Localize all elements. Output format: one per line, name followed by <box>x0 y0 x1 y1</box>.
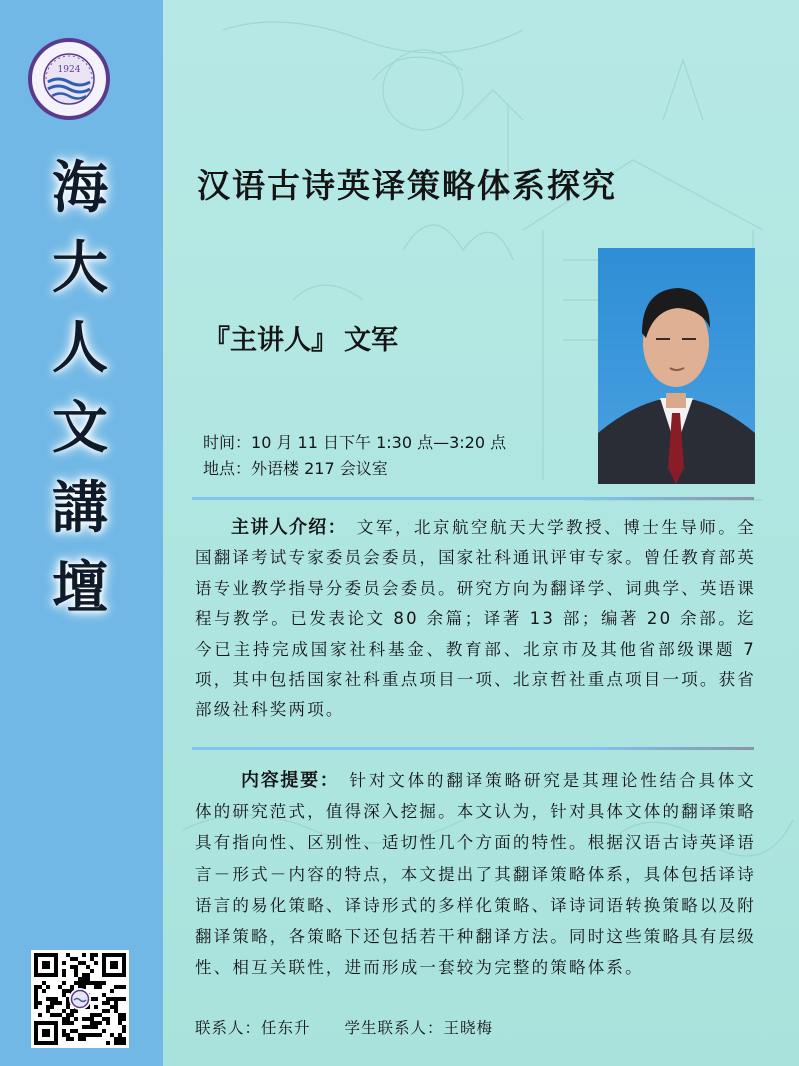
contact-label: 联系人： <box>195 1019 262 1037</box>
student-contact-label: 学生联系人： <box>344 1019 444 1037</box>
time-label: 时间： <box>203 433 252 452</box>
contact-name: 任东升 <box>261 1019 311 1037</box>
seal-icon <box>32 42 106 116</box>
time-value: 10 月 11 日下午 1:30 点—3:20 点 <box>251 433 507 452</box>
intro-label: 主讲人介绍： <box>231 517 347 538</box>
sidebar <box>0 0 163 1066</box>
divider <box>192 747 754 750</box>
speaker-label: 『主讲人』 <box>203 325 338 356</box>
series-char: 壇 <box>52 555 108 621</box>
place-value: 外语楼 217 会议室 <box>251 459 388 478</box>
series-char: 海 <box>52 155 108 221</box>
speaker-photo <box>598 248 755 484</box>
contact-line <box>195 1016 493 1038</box>
series-char: 人 <box>52 315 108 381</box>
time-info <box>203 430 506 453</box>
vertical-series-title <box>40 148 120 628</box>
place-label: 地点： <box>203 459 252 478</box>
university-logo <box>28 38 110 120</box>
series-char: 大 <box>52 235 108 301</box>
summary-label: 内容提要： <box>241 770 340 791</box>
divider <box>192 497 754 500</box>
student-contact-name: 王晓梅 <box>443 1019 494 1037</box>
speaker-line <box>203 318 398 357</box>
qr-code-icon[interactable] <box>31 950 129 1048</box>
logo-year: 1924 <box>57 65 81 75</box>
speaker-name: 文军 <box>344 325 398 356</box>
intro-text: 文军，北京航空航天大学教授、博士生导师。全国翻译考试专家委员会委员，国家社科通讯评审专家。曾任教育部英语专业教学指导分委员会委员。研究方向为翻译学、词典学、英语课程与教学。已发表论文 80 余篇；译著 13 部；编著 20 余部。迄今已主持完成国家社科基金、教育部、北京市及其他省部级课题 7 项，其中包括国家社科重点项目一项、北京哲社重点项目一项。获省部级社科奖两项。 <box>195 518 757 720</box>
series-char: 講 <box>52 475 108 541</box>
content-summary <box>195 765 756 983</box>
place-info <box>203 456 388 479</box>
summary-text: 针对文体的翻译策略研究是其理论性结合具体文体的研究范式，值得深入挖掘。本文认为，针对具体文体的翻译策略具有指向性、区别性、适切性几个方面的特性。根据汉语古诗英译语言－形式－内容的特点，本文提出了其翻译策略体系，具体包括译诗语言的易化策略、译诗形式的多样化策略、译诗词语转换策略以及附翻译策略，各策略下还包括若干种翻译方法。同时这些策略具有层级性、相互关联性，进而形成一套较为完整的策略体系。 <box>195 771 757 978</box>
lecture-title: 汉语古诗英译策略体系探究 <box>197 166 617 205</box>
series-char: 文 <box>52 395 108 461</box>
speaker-intro <box>195 513 756 726</box>
